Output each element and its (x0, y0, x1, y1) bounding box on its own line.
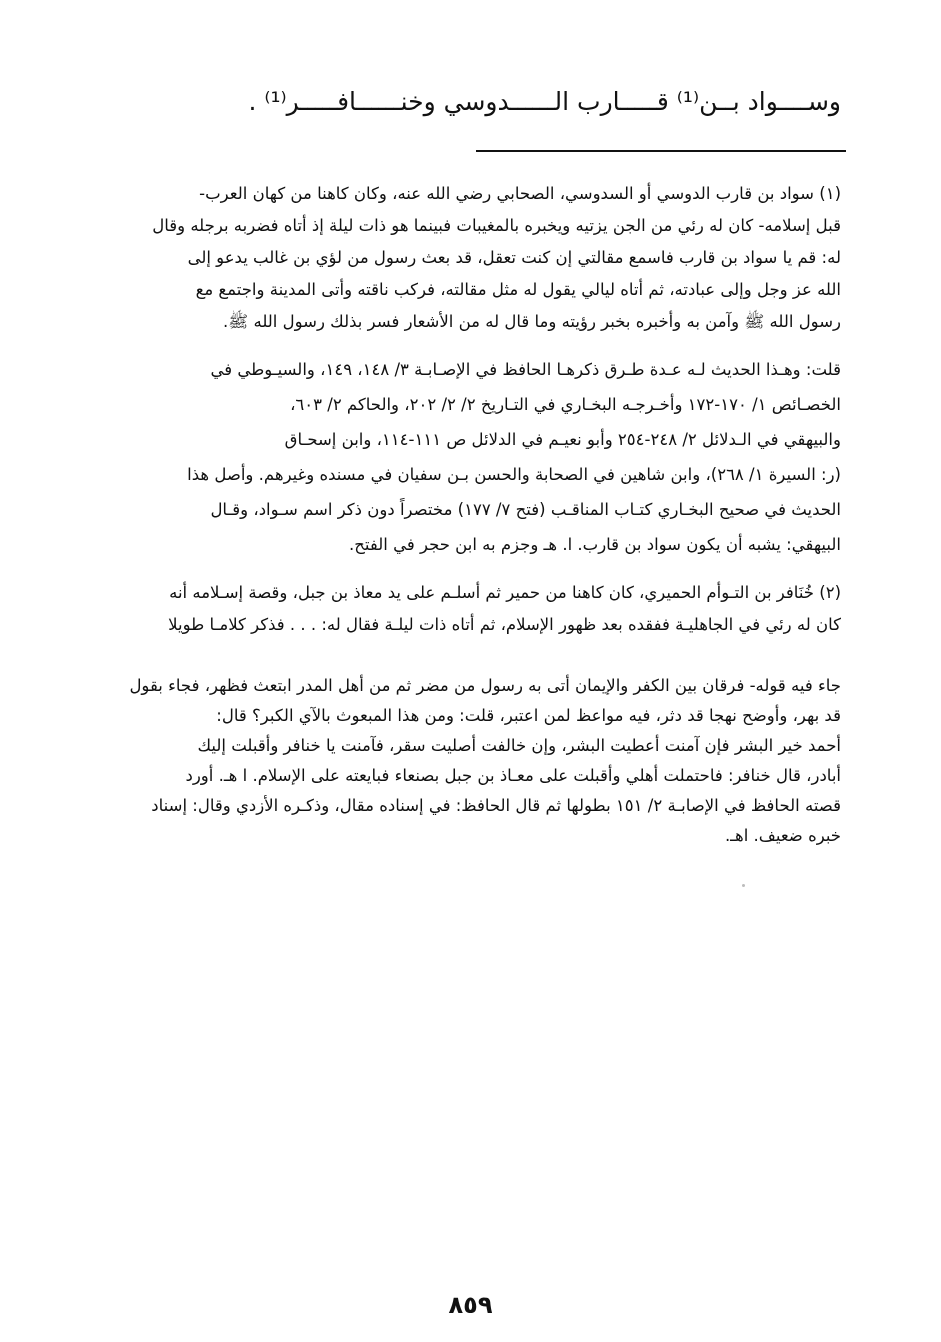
footnote-1 (105, 178, 841, 338)
continuation-line: جاء فيه قوله- فرقان بين الكفر والإيمان أتى به رسول من مضر ثم من أهل المدر ابتعث فظهر، فجاء بقول (129, 676, 841, 695)
commentary-line: البيهقي: يشبه أن يكون سواد بن قارب. ا. هـ وجزم به ابن حجر في الفتح. (349, 535, 841, 554)
continuation-line: قصته الحافظ في الإصابـة ٢/ ١٥١ بطولها ثم قال الحافظ: في إسناده مقال، وذكـره الأزدي وقال: إسناد (151, 796, 841, 815)
footnote-2-continuation (105, 671, 841, 851)
commentary-line: الخصـائص ١/ ١٧٠-١٧٢ وأخـرجـه البخـاري في التـاريخ ٢/ ٢/ ٢٠٢، والحاكم ٢/ ٦٠٣، (290, 395, 841, 414)
footnote-1-line: (١) سواد بن قارب الدوسي أو السدوسي، الصحابي رضي الله عنه، وكان كاهنا من كهان العرب- (199, 184, 841, 203)
footnote-2-line: كان له رئي في الجاهليـة ففقده بعد ظهور الإسلام، ثم أتاه ذات ليلـة فقال له: . . . فذكر كلامـا طويلا (168, 615, 841, 634)
footnote-1-line: له: قم يا سواد بن قارب فاسمع مقالتي إن كنت تعقل، قد بعث رسول من لؤي بن غالب يدعو إلى (187, 248, 841, 267)
continuation-line: خبره ضعيف. اهـ. (724, 826, 841, 845)
footnote-1-line: الله عز وجل وإلى عبادته، ثم أتاه ليالي يقول له مثل مقالته، فركب ناقته وأتى المدينة واجتمع مع (195, 280, 841, 299)
footnote-separator (476, 150, 846, 152)
footnote-1-line: قبل إسلامه- كان له رئي من الجن يزتيه ويخبره بالمغيبات فبينما هو ذات ليلة إذ أتاه فضربه برجله وقال (152, 216, 841, 235)
continuation-line: أحمد خير البشر فإن آمنت أعطيت البشر، وإن خالفت أصليت سقر، فآمنت يا خنافر وأقبلت إليك (197, 736, 841, 755)
commentary-line: قلت: وهـذا الحديث لـه عـدة طـرق ذكرهـا الحافظ في الإصـابـة ٣/ ١٤٨، ١٤٩، والسيـوطي في (210, 360, 841, 379)
continuation-line: أبادر، قال خنافر: فاحتملت أهلي وأقبلت على معـاذ بن جبل بصنعاء فبايعته على الإسلام. ا هـ. أورد (185, 766, 841, 785)
main-text-line: وســــواد بــن⁽¹⁾ قـــــارب الــــــدوسي وخنــــــافـــــر⁽¹⁾ . (248, 87, 841, 116)
scan-speck (742, 884, 745, 887)
commentary (105, 352, 841, 562)
commentary-line: الحديث في صحيح البخـاري كتـاب المناقـب (فتح ٧/ ١٧٧) مختصراً دون ذكر اسم سـواد، وقـال (210, 500, 841, 519)
footnote-2-line: (٢) خُنَافر بن التـوأم الحميري، كان كاهنا من حمير ثم أسلـم على يد معاذ بن جبل، وقصة إسـلامه أنه (169, 583, 841, 602)
commentary-line: والبيهقي في الـدلائل ٢/ ٢٤٨-٢٥٤ وأبو نعيـم في الدلائل ص ١١١-١١٤، وابن إسحـاق (284, 430, 841, 449)
continuation-line: قد بهر، وأوضح نهجا قد دثر، فيه مواعظ لمن اعتبر، قلت: ومن هذا المبعوث بالآي الكبر؟ قال: (216, 706, 841, 725)
commentary-line: (ر: السيرة ١/ ٢٦٨)، وابن شاهين في الصحابة والحسن بـن سفيان في مسنده وغيرهم. وأصل هذا (187, 465, 841, 484)
footnote-2 (105, 577, 841, 641)
page-number: ٨٥٩ (448, 1291, 493, 1319)
footnote-1-line: رسول الله ﷺ وآمن به وأخبره بخبر رؤيته وما قال له من الأشعار فسر بذلك رسول الله ﷺ. (223, 312, 841, 331)
